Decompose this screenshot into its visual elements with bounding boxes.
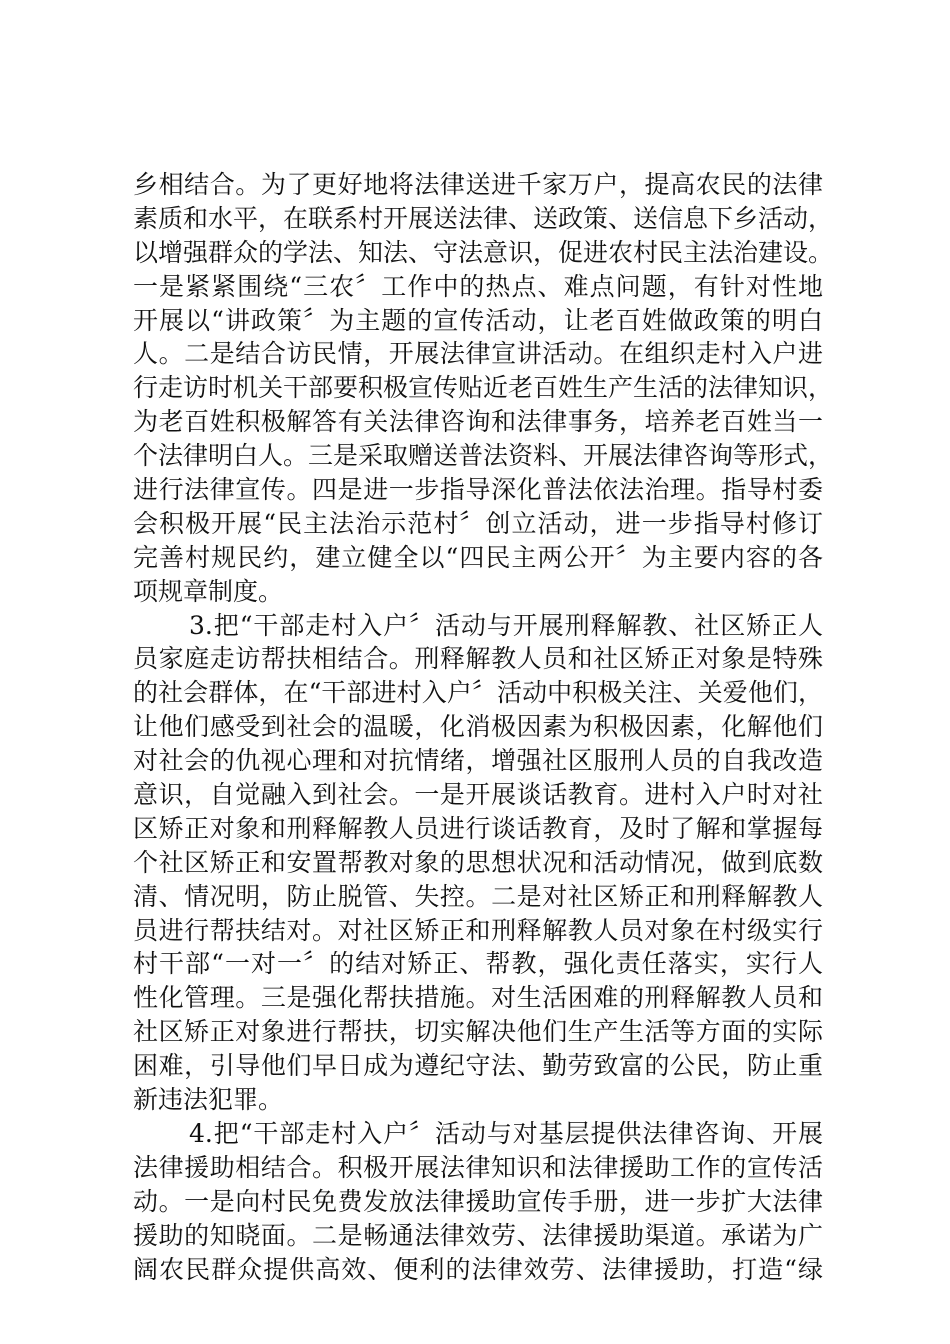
text-line: 清、情况明，防止脱管、失控。二是对社区矫正和刑释解教人	[133, 881, 823, 911]
text-line: 3.把“干部走村入户〞活动与开展刑释解教、社区矫正人	[189, 610, 823, 640]
text-line: 员进行帮扶结对。对社区矫正和刑释解教人员对象在村级实行	[133, 915, 823, 945]
text-line: 为老百姓积极解答有关法律咨询和法律事务，培养老百姓当一	[133, 407, 823, 437]
text-line: 让他们感受到社会的温暖，化消极因素为积极因素，化解他们	[133, 712, 823, 742]
text-line: 个社区矫正和安置帮教对象的思想状况和活动情况，做到底数	[133, 847, 823, 877]
text-line: 动。一是向村民免费发放法律援助宣传手册，进一步扩大法律	[133, 1186, 823, 1216]
text-line: 进行法律宣传。四是进一步指导深化普法依法治理。指导村委	[133, 475, 823, 505]
text-line: 新违法犯罪。	[133, 1085, 284, 1115]
text-line: 援助的知晓面。二是畅通法律效劳、法律援助渠道。承诺为广	[133, 1220, 823, 1250]
body-text	[133, 168, 834, 1286]
text-line: 区矫正对象和刑释解教人员进行谈话教育，及时了解和掌握每	[133, 813, 823, 843]
text-line: 个法律明白人。三是采取赠送普法资料、开展法律咨询等形式，	[133, 441, 834, 471]
text-line: 困难，引导他们早日成为遵纪守法、勤劳致富的公民，防止重	[133, 1051, 823, 1081]
text-line: 法律援助相结合。积极开展法律知识和法律援助工作的宣传活	[133, 1152, 823, 1182]
text-line: 行走访时机关干部要积极宣传贴近老百姓生产生活的法律知识，	[133, 373, 834, 403]
text-line: 村干部“一对一〞的结对矫正、帮教，强化责任落实，实行人	[133, 949, 823, 979]
text-line: 素质和水平，在联系村开展送法律、送政策、送信息下乡活动，	[133, 203, 834, 233]
text-line: 的社会群体，在“干部进村入户〞活动中积极关注、关爱他们，	[133, 678, 823, 708]
text-line: 以增强群众的学法、知法、守法意识，促进农村民主法治建设。	[133, 237, 834, 267]
text-line: 员家庭走访帮扶相结合。刑释解教人员和社区矫正对象是特殊	[133, 644, 823, 674]
text-line: 4.把“干部走村入户〞活动与对基层提供法律咨询、开展	[189, 1118, 823, 1148]
text-line: 阔农民群众提供高效、便利的法律效劳、法律援助，打造“绿	[133, 1254, 823, 1284]
text-line: 意识，自觉融入到社会。一是开展谈话教育。进村入户时对社	[133, 780, 823, 810]
text-line: 对社会的仇视心理和对抗情绪，增强社区服刑人员的自我改造	[133, 746, 823, 776]
text-line: 完善村规民约，建立健全以“四民主两公开〞为主要内容的各	[133, 542, 823, 572]
text-line: 项规章制度。	[133, 576, 284, 606]
text-line: 开展以“讲政策〞为主题的宣传活动，让老百姓做政策的明白	[133, 305, 823, 335]
text-line: 一是紧紧围绕“三农〞工作中的热点、难点问题，有针对性地	[133, 271, 823, 301]
text-line: 社区矫正对象进行帮扶，切实解决他们生产生活等方面的实际	[133, 1017, 823, 1047]
text-line: 性化管理。三是强化帮扶措施。对生活困难的刑释解教人员和	[133, 983, 823, 1013]
text-line: 会积极开展“民主法治示范村〞创立活动，进一步指导村修订	[133, 508, 823, 538]
text-line: 乡相结合。为了更好地将法律送进千家万户，提高农民的法律	[133, 170, 823, 199]
text-line: 人。二是结合访民情，开展法律宣讲活动。在组织走村入户进	[133, 339, 823, 369]
